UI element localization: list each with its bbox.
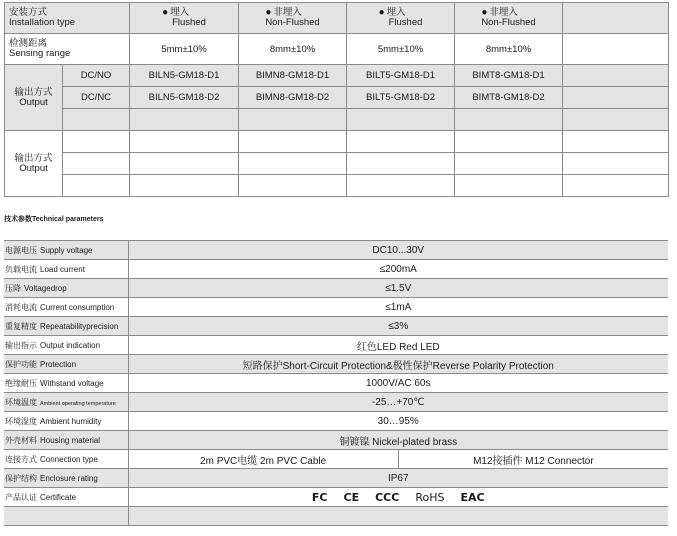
model-number: BILT5-GM18-D2 [347,87,455,109]
param-value: 1000V/AC 60s [128,374,668,393]
empty-cell [455,109,563,131]
empty-cell [347,175,455,197]
param-label-cn: 电源电压 [5,245,37,255]
empty-cell [455,131,563,153]
param-label-cn: 重复精度 [5,321,37,331]
certificate-row: 产品认证 Certificate FC CE CCC RoHS EAC [4,488,668,507]
empty-cell [239,153,347,175]
connector-option: M12接插件 M12 Connector [473,455,594,467]
fcc-mark: FC [311,490,328,504]
param-label-cn: 环境温度 [5,397,37,407]
param-value: 30…95% [128,412,668,431]
param-label-en: Current consumption [40,302,115,312]
empty-cell [130,153,239,175]
empty-cell [63,109,130,131]
dc-no-label: DC/NO [63,65,130,87]
param-row [4,431,668,450]
empty-cell [455,175,563,197]
sensing-value: 8mm±10% [239,34,347,65]
empty-row [4,507,668,526]
param-value: 铜镀镍 Nickel-plated brass [128,431,668,450]
param-value: ≤3% [128,317,668,336]
param-value: ≤1mA [128,298,668,317]
model-table [4,2,669,197]
param-label-en: Ambient operating temperature [40,400,116,407]
sensing-range-label: 检测距离 Sensing range [5,34,130,65]
param-row [4,374,668,393]
connection-row: 连接方式 Connection type 2m PVC电缆 2m PVC Cable M12接插件 M12 Connector [4,450,668,469]
empty-cell [130,175,239,197]
param-label-en: Supply voltage [40,245,93,255]
param-value: DC10...30V [128,241,668,260]
param-value: ≤1.5V [128,279,668,298]
param-label-en: Withstand voltage [40,378,104,388]
param-value: 红色LED Red LED [128,336,668,355]
param-label-en: Load current [40,264,85,274]
param-value: ≤200mA [128,260,668,279]
install-type-label: 安装方式 Installation type [5,3,130,34]
param-label-cn: 环境湿度 [5,416,37,426]
param-label-cn: 外壳材料 [5,435,37,445]
model-number: BIMN8-GM18-D1 [239,65,347,87]
param-row [4,355,668,374]
ccc-mark: CCC [375,490,400,504]
empty-cell [563,87,669,109]
rohs-mark: RoHS [415,490,445,504]
param-value: -25…+70℃ [128,393,668,412]
param-label-en: Housing material [40,435,101,445]
bullet-icon: ● [378,7,385,18]
empty-cell [63,153,130,175]
empty-cell [563,34,669,65]
param-label-cn: 消耗电流 [5,302,37,312]
param-row [4,317,668,336]
sensing-value: 5mm±10% [130,34,239,65]
enclosure-row: 保护结构 Enclosure rating IP67 [4,469,668,488]
param-row [4,336,668,355]
param-label-en: Repeatabilityprecision [40,321,119,331]
param-label-en: Voltagedrop [24,283,67,293]
enclosure-value: IP67 [128,469,668,488]
parameters-table [4,240,668,526]
dc-nc-label: DC/NC [63,87,130,109]
param-row [4,393,668,412]
param-label-cn: 保护功能 [5,359,37,369]
sensing-value: 8mm±10% [455,34,563,65]
empty-cell [347,131,455,153]
empty-cell [130,131,239,153]
param-label-cn: 绝缘耐压 [5,378,37,388]
empty-header-cell [563,3,669,34]
model-number: BILT5-GM18-D1 [347,65,455,87]
empty-cell [563,175,669,197]
output-label: 输出方式 Output [5,65,63,131]
column-header-flushed-2: ● 埋入 Flushed [347,3,455,34]
empty-cell [347,153,455,175]
empty-cell [239,109,347,131]
bullet-icon: ● [162,7,169,18]
empty-cell [563,109,669,131]
empty-cell [63,131,130,153]
param-label-en: Protection [40,359,77,369]
model-number: BIMN8-GM18-D2 [239,87,347,109]
technical-parameters-title: 技术参数Technical parameters [4,216,104,223]
bullet-icon: ● [481,7,488,18]
column-header-flushed-1: ● 埋入 Flushed [130,3,239,34]
param-value: 短路保护Short-Circuit Protection&极性保护Reverse Polarity Protection [128,355,668,374]
empty-cell [563,153,669,175]
empty-cell [563,131,669,153]
param-label-en: Ambient humidity [40,416,102,426]
param-row [4,241,668,260]
column-header-nonflushed-2: ● 非埋入 Non-Flushed [455,3,563,34]
model-number: BIMT8-GM18-D1 [455,65,563,87]
empty-cell [563,65,669,87]
param-label-en: Output indication [40,340,101,350]
param-label-cn: 压降 [5,283,21,293]
param-row [4,298,668,317]
cable-option: 2m PVC电缆 2m PVC Cable [129,450,399,468]
empty-cell [239,131,347,153]
empty-cell [130,109,239,131]
empty-cell [347,109,455,131]
param-row [4,260,668,279]
param-row [4,412,668,431]
param-row [4,279,668,298]
empty-cell [239,175,347,197]
param-label-cn: 负载电流 [5,264,37,274]
model-number: BIMT8-GM18-D2 [455,87,563,109]
column-header-nonflushed-1: ● 非埋入 Non-Flushed [239,3,347,34]
empty-cell [63,175,130,197]
ce-mark: CE [343,490,360,504]
bullet-icon: ● [265,7,272,18]
param-label-cn: 输出指示 [5,340,37,350]
sensing-value: 5mm±10% [347,34,455,65]
model-number: BILN5-GM18-D1 [130,65,239,87]
eac-mark: EAC [460,490,485,504]
model-number: BILN5-GM18-D2 [130,87,239,109]
empty-cell [455,153,563,175]
output-label-2: 输出方式 Output [5,131,63,197]
